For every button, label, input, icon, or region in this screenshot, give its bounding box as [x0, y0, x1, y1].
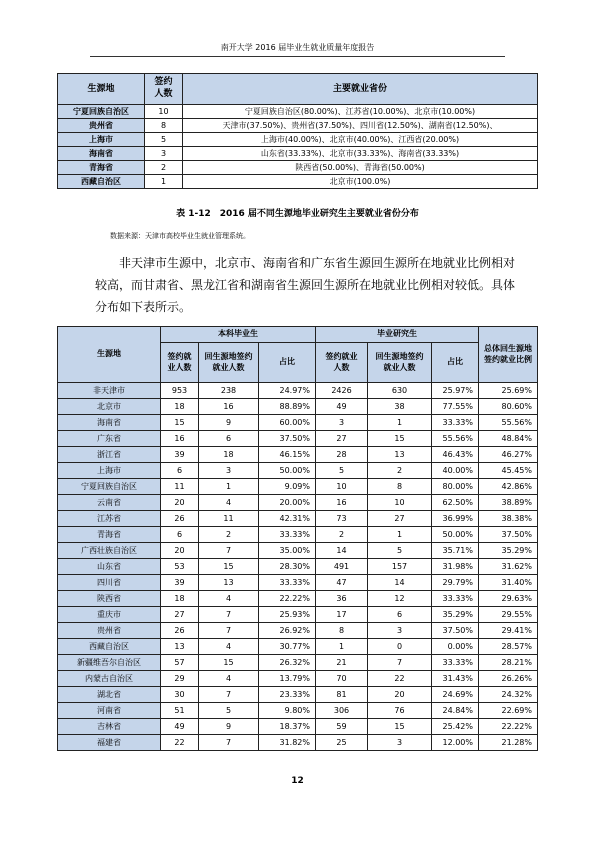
ug-ratio-cell: 42.31% — [259, 511, 316, 527]
total-ratio-cell: 21.28% — [479, 735, 538, 751]
grad-signed-cell: 81 — [316, 687, 368, 703]
grad-ratio-cell: 40.00% — [432, 463, 479, 479]
grad-returned-cell: 2 — [368, 463, 432, 479]
grad-returned-cell: 38 — [368, 399, 432, 415]
origin-cell: 贵州省 — [58, 119, 145, 133]
ug-signed-cell: 20 — [161, 495, 199, 511]
col-header-grad-signed: 签约就业人数 — [316, 343, 368, 383]
grad-ratio-cell: 33.33% — [432, 415, 479, 431]
grad-returned-cell: 10 — [368, 495, 432, 511]
table-row — [58, 543, 538, 559]
ug-ratio-cell: 35.00% — [259, 543, 316, 559]
grad-returned-cell: 1 — [368, 415, 432, 431]
origin-cell: 广东省 — [58, 431, 161, 447]
col-header-grad-returned: 回生源地签约就业人数 — [368, 343, 432, 383]
origin-cell: 上海市 — [58, 463, 161, 479]
col-header-origin: 生源地 — [58, 327, 161, 383]
ug-signed-cell: 57 — [161, 655, 199, 671]
ug-returned-cell: 7 — [199, 623, 259, 639]
grad-signed-cell: 1 — [316, 639, 368, 655]
count-cell: 5 — [145, 133, 183, 147]
grad-ratio-cell: 35.29% — [432, 607, 479, 623]
grad-signed-cell: 47 — [316, 575, 368, 591]
table-row — [58, 161, 538, 175]
ug-returned-cell: 7 — [199, 607, 259, 623]
grad-signed-cell: 17 — [316, 607, 368, 623]
col-header-ug-returned: 回生源地签约就业人数 — [199, 343, 259, 383]
table-row — [58, 147, 538, 161]
origin-cell: 湖北省 — [58, 687, 161, 703]
ug-signed-cell: 49 — [161, 719, 199, 735]
ug-ratio-cell: 9.09% — [259, 479, 316, 495]
origin-cell: 青海省 — [58, 161, 145, 175]
total-ratio-cell: 45.45% — [479, 463, 538, 479]
grad-returned-cell: 13 — [368, 447, 432, 463]
col-header-grad-ratio: 占比 — [432, 343, 479, 383]
total-ratio-cell: 28.21% — [479, 655, 538, 671]
grad-ratio-cell: 80.00% — [432, 479, 479, 495]
grad-ratio-cell: 24.69% — [432, 687, 479, 703]
origin-cell: 北京市 — [58, 399, 161, 415]
ug-signed-cell: 15 — [161, 415, 199, 431]
ug-returned-cell: 1 — [199, 479, 259, 495]
ug-ratio-cell: 46.15% — [259, 447, 316, 463]
ug-returned-cell: 16 — [199, 399, 259, 415]
ug-returned-cell: 4 — [199, 671, 259, 687]
total-ratio-cell: 46.27% — [479, 447, 538, 463]
ug-returned-cell: 4 — [199, 591, 259, 607]
ug-ratio-cell: 30.77% — [259, 639, 316, 655]
ug-returned-cell: 2 — [199, 527, 259, 543]
ug-returned-cell: 18 — [199, 447, 259, 463]
page-number: 12 — [291, 776, 304, 786]
grad-signed-cell: 3 — [316, 415, 368, 431]
total-ratio-cell: 35.29% — [479, 543, 538, 559]
table-row — [58, 105, 538, 119]
count-cell: 8 — [145, 119, 183, 133]
origin-cell: 宁夏回族自治区 — [58, 105, 145, 119]
grad-ratio-cell: 25.97% — [432, 383, 479, 399]
table-row — [58, 511, 538, 527]
total-ratio-cell: 42.86% — [479, 479, 538, 495]
ug-returned-cell: 6 — [199, 431, 259, 447]
table-row — [58, 591, 538, 607]
return-ratio-table — [57, 326, 538, 751]
ug-ratio-cell: 60.00% — [259, 415, 316, 431]
grad-returned-cell: 20 — [368, 687, 432, 703]
grad-signed-cell: 10 — [316, 479, 368, 495]
ug-ratio-cell: 13.79% — [259, 671, 316, 687]
origin-cell: 西藏自治区 — [58, 639, 161, 655]
ug-ratio-cell: 28.30% — [259, 559, 316, 575]
grad-returned-cell: 8 — [368, 479, 432, 495]
ug-ratio-cell: 22.22% — [259, 591, 316, 607]
ug-returned-cell: 238 — [199, 383, 259, 399]
table-row — [58, 639, 538, 655]
total-ratio-cell: 22.22% — [479, 719, 538, 735]
total-ratio-cell: 29.55% — [479, 607, 538, 623]
ug-signed-cell: 953 — [161, 383, 199, 399]
origin-cell: 非天津市 — [58, 383, 161, 399]
grad-signed-cell: 21 — [316, 655, 368, 671]
origin-cell: 西藏自治区 — [58, 175, 145, 189]
ug-ratio-cell: 31.82% — [259, 735, 316, 751]
ug-signed-cell: 26 — [161, 511, 199, 527]
table-caption: 表 1-12 2016 届不同生源地毕业研究生主要就业省份分布 — [176, 209, 419, 219]
grad-signed-cell: 2 — [316, 527, 368, 543]
ug-returned-cell: 15 — [199, 559, 259, 575]
grad-returned-cell: 15 — [368, 719, 432, 735]
grad-signed-cell: 306 — [316, 703, 368, 719]
grad-signed-cell: 491 — [316, 559, 368, 575]
grad-ratio-cell: 33.33% — [432, 655, 479, 671]
ug-ratio-cell: 20.00% — [259, 495, 316, 511]
grad-returned-cell: 0 — [368, 639, 432, 655]
ug-ratio-cell: 50.00% — [259, 463, 316, 479]
ug-signed-cell: 18 — [161, 591, 199, 607]
ug-signed-cell: 29 — [161, 671, 199, 687]
table-row — [58, 399, 538, 415]
origin-cell: 山东省 — [58, 559, 161, 575]
grad-signed-cell: 5 — [316, 463, 368, 479]
grad-ratio-cell: 36.99% — [432, 511, 479, 527]
body-paragraph — [95, 252, 515, 318]
grad-returned-cell: 7 — [368, 655, 432, 671]
table-row — [58, 607, 538, 623]
total-ratio-cell: 38.89% — [479, 495, 538, 511]
origin-cell: 贵州省 — [58, 623, 161, 639]
ug-returned-cell: 9 — [199, 415, 259, 431]
grad-returned-cell: 6 — [368, 607, 432, 623]
ug-signed-cell: 6 — [161, 463, 199, 479]
ug-signed-cell: 39 — [161, 575, 199, 591]
origin-cell: 福建省 — [58, 735, 161, 751]
count-cell: 1 — [145, 175, 183, 189]
ug-ratio-cell: 26.92% — [259, 623, 316, 639]
total-ratio-cell: 55.56% — [479, 415, 538, 431]
ug-ratio-cell: 25.93% — [259, 607, 316, 623]
ug-returned-cell: 7 — [199, 735, 259, 751]
table-row — [58, 175, 538, 189]
total-ratio-cell: 48.84% — [479, 431, 538, 447]
paragraph-line: 分布如下表所示。 — [95, 300, 192, 314]
grad-returned-cell: 3 — [368, 623, 432, 639]
table-row — [58, 527, 538, 543]
ug-signed-cell: 20 — [161, 543, 199, 559]
grad-returned-cell: 1 — [368, 527, 432, 543]
ug-signed-cell: 6 — [161, 527, 199, 543]
table-row — [58, 671, 538, 687]
table-row — [58, 703, 538, 719]
ug-ratio-cell: 9.80% — [259, 703, 316, 719]
count-cell: 10 — [145, 105, 183, 119]
table-row — [58, 415, 538, 431]
provinces-cell: 天津市(37.50%)、贵州省(37.50%)、四川省(12.50%)、湖南省(12.50%)、 — [183, 119, 538, 133]
ug-ratio-cell: 18.37% — [259, 719, 316, 735]
total-ratio-cell: 29.41% — [479, 623, 538, 639]
grad-returned-cell: 14 — [368, 575, 432, 591]
ug-signed-cell: 53 — [161, 559, 199, 575]
ug-ratio-cell: 37.50% — [259, 431, 316, 447]
ug-returned-cell: 13 — [199, 575, 259, 591]
grad-signed-cell: 14 — [316, 543, 368, 559]
table-row — [58, 623, 538, 639]
table-row — [58, 655, 538, 671]
origin-cell: 内蒙古自治区 — [58, 671, 161, 687]
origin-cell: 上海市 — [58, 133, 145, 147]
grad-returned-cell: 12 — [368, 591, 432, 607]
ug-signed-cell: 51 — [161, 703, 199, 719]
table-row — [58, 447, 538, 463]
grad-ratio-cell: 77.55% — [432, 399, 479, 415]
graduate-destination-table — [57, 73, 538, 189]
ug-ratio-cell: 26.32% — [259, 655, 316, 671]
total-ratio-cell: 24.32% — [479, 687, 538, 703]
provinces-cell: 山东省(33.33%)、北京市(33.33%)、海南省(33.33%) — [183, 147, 538, 161]
ug-signed-cell: 18 — [161, 399, 199, 415]
grad-ratio-cell: 62.50% — [432, 495, 479, 511]
grad-ratio-cell: 31.43% — [432, 671, 479, 687]
col-header-count: 签约人数 — [145, 74, 183, 105]
grad-ratio-cell: 55.56% — [432, 431, 479, 447]
data-source-note: 数据来源：天津市高校毕业生就业管理系统。 — [110, 232, 250, 240]
origin-cell: 江苏省 — [58, 511, 161, 527]
grad-ratio-cell: 0.00% — [432, 639, 479, 655]
ug-returned-cell: 3 — [199, 463, 259, 479]
grad-ratio-cell: 35.71% — [432, 543, 479, 559]
col-header-ug-signed: 签约就业人数 — [161, 343, 199, 383]
total-ratio-cell: 22.69% — [479, 703, 538, 719]
total-ratio-cell: 29.63% — [479, 591, 538, 607]
ug-signed-cell: 39 — [161, 447, 199, 463]
ug-returned-cell: 9 — [199, 719, 259, 735]
grad-signed-cell: 49 — [316, 399, 368, 415]
total-ratio-cell: 26.26% — [479, 671, 538, 687]
table-row — [58, 719, 538, 735]
ug-returned-cell: 7 — [199, 687, 259, 703]
origin-cell: 海南省 — [58, 415, 161, 431]
provinces-cell: 宁夏回族自治区(80.00%)、江苏省(10.00%)、北京市(10.00%) — [183, 105, 538, 119]
ug-signed-cell: 27 — [161, 607, 199, 623]
total-ratio-cell: 31.62% — [479, 559, 538, 575]
grad-signed-cell: 70 — [316, 671, 368, 687]
grad-ratio-cell: 31.98% — [432, 559, 479, 575]
table-row — [58, 687, 538, 703]
table-row — [58, 559, 538, 575]
grad-signed-cell: 28 — [316, 447, 368, 463]
grad-returned-cell: 157 — [368, 559, 432, 575]
total-ratio-cell: 25.69% — [479, 383, 538, 399]
grad-returned-cell: 5 — [368, 543, 432, 559]
ug-signed-cell: 30 — [161, 687, 199, 703]
grad-returned-cell: 27 — [368, 511, 432, 527]
origin-cell: 云南省 — [58, 495, 161, 511]
grad-signed-cell: 2426 — [316, 383, 368, 399]
origin-cell: 四川省 — [58, 575, 161, 591]
table-row — [58, 463, 538, 479]
grad-ratio-cell: 33.33% — [432, 591, 479, 607]
grad-ratio-cell: 29.79% — [432, 575, 479, 591]
origin-cell: 青海省 — [58, 527, 161, 543]
grad-signed-cell: 16 — [316, 495, 368, 511]
table-row — [58, 383, 538, 399]
grad-ratio-cell: 25.42% — [432, 719, 479, 735]
origin-cell: 海南省 — [58, 147, 145, 161]
grad-ratio-cell: 24.84% — [432, 703, 479, 719]
grad-signed-cell: 36 — [316, 591, 368, 607]
grad-returned-cell: 3 — [368, 735, 432, 751]
grad-signed-cell: 27 — [316, 431, 368, 447]
grad-ratio-cell: 50.00% — [432, 527, 479, 543]
grad-ratio-cell: 46.43% — [432, 447, 479, 463]
grad-ratio-cell: 12.00% — [432, 735, 479, 751]
col-header-graduate: 毕业研究生 — [316, 327, 479, 343]
grad-signed-cell: 73 — [316, 511, 368, 527]
table-row — [58, 495, 538, 511]
col-header-total-ratio: 总体回生源地签约就业比例 — [479, 327, 538, 383]
count-cell: 2 — [145, 161, 183, 175]
table-row — [58, 133, 538, 147]
table-row — [58, 575, 538, 591]
grad-signed-cell: 8 — [316, 623, 368, 639]
grad-returned-cell: 22 — [368, 671, 432, 687]
count-cell: 3 — [145, 147, 183, 161]
grad-returned-cell: 630 — [368, 383, 432, 399]
table-row — [58, 431, 538, 447]
origin-cell: 吉林省 — [58, 719, 161, 735]
paragraph-line: 非天津市生源中，北京市、海南省和广东省生源回生源所在地就业比例相对 — [119, 256, 516, 270]
ug-returned-cell: 7 — [199, 543, 259, 559]
total-ratio-cell: 80.60% — [479, 399, 538, 415]
total-ratio-cell: 31.40% — [479, 575, 538, 591]
ug-returned-cell: 11 — [199, 511, 259, 527]
ug-returned-cell: 4 — [199, 495, 259, 511]
table-row — [58, 735, 538, 751]
ug-ratio-cell: 24.97% — [259, 383, 316, 399]
grad-signed-cell: 25 — [316, 735, 368, 751]
origin-cell: 浙江省 — [58, 447, 161, 463]
origin-cell: 广西壮族自治区 — [58, 543, 161, 559]
table-row — [58, 119, 538, 133]
provinces-cell: 陕西省(50.00%)、青海省(50.00%) — [183, 161, 538, 175]
ug-signed-cell: 11 — [161, 479, 199, 495]
grad-signed-cell: 59 — [316, 719, 368, 735]
origin-cell: 新疆维吾尔自治区 — [58, 655, 161, 671]
col-header-undergrad: 本科毕业生 — [161, 327, 316, 343]
grad-ratio-cell: 37.50% — [432, 623, 479, 639]
col-header-ug-ratio: 占比 — [259, 343, 316, 383]
ug-signed-cell: 26 — [161, 623, 199, 639]
ug-signed-cell: 22 — [161, 735, 199, 751]
ug-signed-cell: 13 — [161, 639, 199, 655]
ug-signed-cell: 16 — [161, 431, 199, 447]
total-ratio-cell: 28.57% — [479, 639, 538, 655]
ug-ratio-cell: 88.89% — [259, 399, 316, 415]
ug-ratio-cell: 33.33% — [259, 527, 316, 543]
paragraph-line: 较高，而甘肃省、黑龙江省和湖南省生源回生源所在地就业比例相对较低。具体 — [95, 278, 516, 292]
origin-cell: 重庆市 — [58, 607, 161, 623]
grad-returned-cell: 76 — [368, 703, 432, 719]
ug-returned-cell: 15 — [199, 655, 259, 671]
provinces-cell: 北京市(100.0%) — [183, 175, 538, 189]
origin-cell: 陕西省 — [58, 591, 161, 607]
col-header-provinces: 主要就业省份 — [183, 74, 538, 105]
ug-ratio-cell: 33.33% — [259, 575, 316, 591]
table-row — [58, 479, 538, 495]
ug-returned-cell: 5 — [199, 703, 259, 719]
grad-returned-cell: 15 — [368, 431, 432, 447]
ug-ratio-cell: 23.33% — [259, 687, 316, 703]
origin-cell: 河南省 — [58, 703, 161, 719]
total-ratio-cell: 38.38% — [479, 511, 538, 527]
total-ratio-cell: 37.50% — [479, 527, 538, 543]
provinces-cell: 上海市(40.00%)、北京市(40.00%)、江西省(20.00%) — [183, 133, 538, 147]
col-header-origin: 生源地 — [58, 74, 145, 105]
page-header: 南开大学 2016 届毕业生就业质量年度报告 — [90, 42, 505, 57]
ug-returned-cell: 4 — [199, 639, 259, 655]
origin-cell: 宁夏回族自治区 — [58, 479, 161, 495]
